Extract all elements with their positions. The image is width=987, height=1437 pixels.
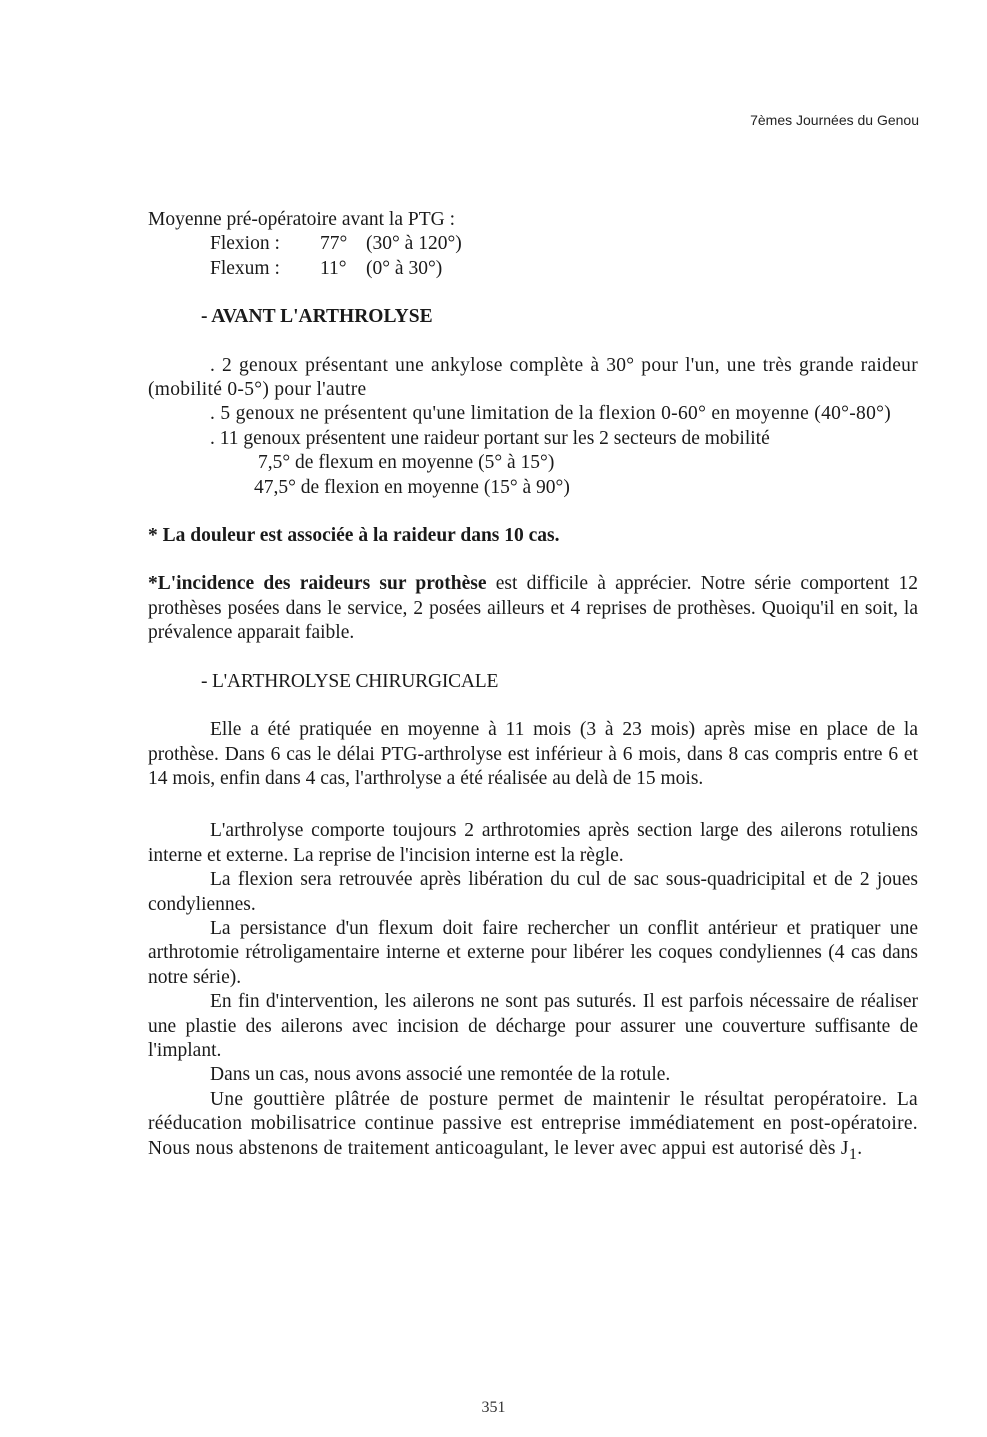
flexum-value: 11°	[320, 257, 347, 279]
flexion-range: (30° à 120°)	[366, 233, 462, 255]
incidence-paragraph	[148, 572, 918, 645]
section-heading-avant: - AVANT L'ARTHROLYSE	[201, 306, 433, 328]
flexum-row	[148, 257, 918, 281]
flexion-value: 77°	[320, 233, 348, 255]
arthrolyse-paragraph-6: Dans un cas, nous avons associé une remontée de la rotule.	[210, 1064, 671, 1086]
intro-line: Moyenne pré-opératoire avant la PTG :	[148, 209, 456, 230]
flexum-label: Flexum :	[210, 257, 280, 279]
arthrolyse-paragraph-2: L'arthrolyse comporte toujours 2 arthrotomies après section large des ailerons rotuliens interne et externe. La reprise de l'incision interne est la règle.	[148, 820, 918, 866]
avant-detail-flexion: 47,5° de flexion en moyenne (15° à 90°)	[254, 476, 570, 498]
avant-paragraph-1: . 2 genoux présentant une ankylose complète à 30° pour l'un, une très grande raideur (mobilité 0-5°) pour l'autre	[148, 354, 918, 401]
flexion-row	[148, 232, 918, 256]
flexum-range: (0° à 30°)	[366, 257, 443, 279]
page-number: 351	[481, 1399, 506, 1416]
avant-detail-flexum: 7,5° de flexum en moyenne (5° à 15°)	[258, 452, 555, 474]
arthrolyse-paragraph-1: Elle a été pratiquée en moyenne à 11 mois (3 à 23 mois) après mise en place de la prothèse. Dans 6 cas le délai PTG-arthrolyse est inférieur à 6 mois, dans 8 cas compris entre 6 et 14 mois, enfin dans 4 cas, l'arthrolyse a été réalisée au delà de 15 mois.	[148, 719, 918, 789]
arthrolyse-paragraph-4: La persistance d'un flexum doit faire rechercher un conflit antérieur et pratiquer une arthrotomie rétroligamentaire interne et externe pour libérer les coques condyliennes (4 cas dans notre série).	[148, 917, 918, 988]
section-heading-arthrolyse: - L'ARTHROLYSE CHIRURGICALE	[201, 670, 499, 692]
page-body	[148, 208, 918, 1166]
incidence-rest: est difficile à apprécier. Notre série comportent 12 prothèses posées dans le service, 2 posées ailleurs et 4 reprises de prothèses. Quoiqu'il en soit, la prévalence apparait faible.	[148, 573, 918, 644]
incidence-bold: *L'incidence des raideurs sur prothèse	[148, 573, 487, 595]
arthrolyse-paragraph-5: En fin d'intervention, les ailerons ne sont pas suturés. Il est parfois nécessaire de réaliser une plastie des ailerons avec incision de décharge pour assurer une couverture suffisante de l'implant.	[148, 991, 918, 1061]
avant-paragraph-2: . 5 genoux ne présentent qu'une limitation de la flexion 0-60° en moyenne (40°-80°)	[210, 403, 892, 425]
arthrolyse-paragraph-3: La flexion sera retrouvée après libération du cul de sac sous-quadricipital et de 2 joues condyliennes.	[148, 869, 918, 915]
avant-paragraph-3: . 11 genoux présentent une raideur portant sur les 2 secteurs de mobilité	[210, 427, 770, 449]
arthrolyse-paragraph-7-end: .	[857, 1137, 863, 1159]
arthrolyse-paragraph-7-text: Une gouttière plâtrée de posture permet de maintenir le résultat peropératoire. La rééducation mobilisatrice continue passive est entreprise immédiatement en post-opératoire. Nous nous abstenons de traitement anticoagulant, le lever avec appui est autorisé dès J	[148, 1088, 918, 1159]
flexion-label: Flexion :	[210, 233, 280, 255]
running-header: 7èmes Journées du Genou	[750, 112, 919, 128]
arthrolyse-paragraph-7	[148, 1088, 918, 1166]
douleur-note: * La douleur est associée à la raideur dans 10 cas.	[148, 525, 560, 547]
arthrolyse-paragraph-7-subscript: 1	[848, 1144, 858, 1163]
